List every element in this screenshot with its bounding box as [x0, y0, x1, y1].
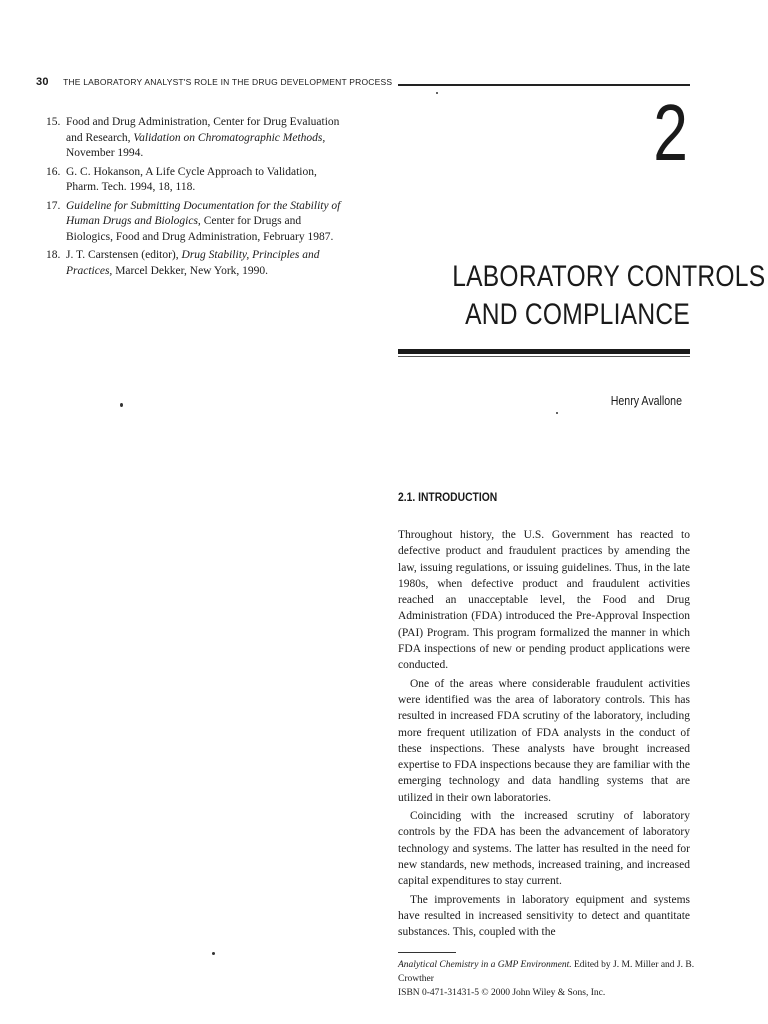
body-text	[398, 527, 690, 942]
chapter-title-line-2: AND COMPLIANCE	[465, 298, 690, 331]
reference-title: Drug Stability, Principles and Practices,	[66, 249, 320, 277]
title-rule-thin	[398, 356, 690, 357]
title-rule	[398, 349, 690, 354]
scan-speck	[212, 952, 215, 955]
reference-number: 18.	[46, 249, 61, 261]
reference-number: 15.	[46, 116, 61, 128]
paragraph: Coinciding with the increased scrutiny of laboratory controls by the FDA has been the advancement of laboratory technology and systems. The latter has resulted in the need for new standards, new methods, increased training, and increased capital expenditures to stay current.	[398, 810, 690, 888]
section-heading: 2.1. INTRODUCTION	[398, 490, 498, 504]
paragraph: One of the areas where considerable fraudulent activities were identified was the area of laboratory controls. This has resulted in increased FDA scrutiny of the laboratory, including more frequent utilization of FDA analysts in the conduct of these inspections. These analysts have brought increased expertise to FDA inspections because they are familiar with the emerging technology and data handling systems that are utilized in their own laboratories.	[398, 677, 690, 804]
scan-speck	[120, 403, 123, 407]
reference-text: Food and Drug Administration, Center for Drug Evaluation and Research,	[66, 116, 340, 144]
page-number: 30	[36, 76, 49, 88]
book-title: Analytical Chemistry in a GMP Environment.	[398, 960, 572, 970]
reference-item	[46, 165, 346, 196]
reference-title: Guideline for Submitting Documentation for the Stability of Human Drugs and Biologics,	[66, 199, 341, 227]
reference-text: G. C. Hokanson, A Life Cycle Approach to Validation, Pharm. Tech. 1994, 18, 118.	[66, 165, 317, 193]
reference-title: Validation on Chromatographic Methods,	[133, 131, 326, 144]
reference-item	[46, 199, 346, 246]
scan-speck	[556, 412, 558, 414]
scan-speck	[436, 92, 438, 94]
reference-text-tail: Center for Drugs and Biologics, Food and Drug Administration, February 1987.	[66, 215, 334, 243]
running-header	[36, 76, 392, 88]
reference-number: 17.	[46, 199, 61, 212]
reference-number: 16.	[46, 165, 61, 178]
paragraph: The improvements in laboratory equipment and systems have resulted in increased sensitivity to detect and quantitate substances. This, coupled with the	[398, 893, 690, 939]
footnote-line-2: ISBN 0-471-31431-5 © 2000 John Wiley & Sons, Inc.	[398, 988, 606, 998]
footnote-rule	[398, 952, 456, 953]
editors: Edited by J. M. Miller and J. B. Crowther	[398, 960, 695, 984]
reference-text-tail: November 1994.	[66, 147, 144, 159]
paragraph: Throughout history, the U.S. Government has reacted to defective product and fraudulent practices by amending the law, issuing regulations, or issuing guidelines. Thus, in the late 1980s, when defective product and fraudulent activities reached an unacceptable level, the Food and Drug Administration (FDA) introduced the Pre-Approval Inspection (PAI) Program. This program formalized the manner in which FDA inspections of new or pending product applications were conducted.	[398, 529, 690, 672]
reference-item	[46, 115, 346, 162]
reference-list	[46, 115, 346, 282]
running-head-title: THE LABORATORY ANALYST'S ROLE IN THE DRUG DEVELOPMENT PROCESS	[63, 77, 393, 87]
footnote-line-1	[398, 958, 698, 986]
reference-text: J. T. Carstensen (editor),	[66, 249, 182, 261]
chapter-number: 2	[653, 88, 688, 177]
reference-item	[46, 248, 346, 279]
chapter-title	[400, 258, 766, 334]
reference-text-tail: Marcel Dekker, New York, 1990.	[112, 264, 269, 277]
top-rule	[398, 84, 690, 86]
publication-footnote	[398, 958, 698, 1000]
chapter-title-line-1: LABORATORY CONTROLS	[452, 260, 766, 293]
author-name: Henry Avallone	[610, 394, 682, 408]
